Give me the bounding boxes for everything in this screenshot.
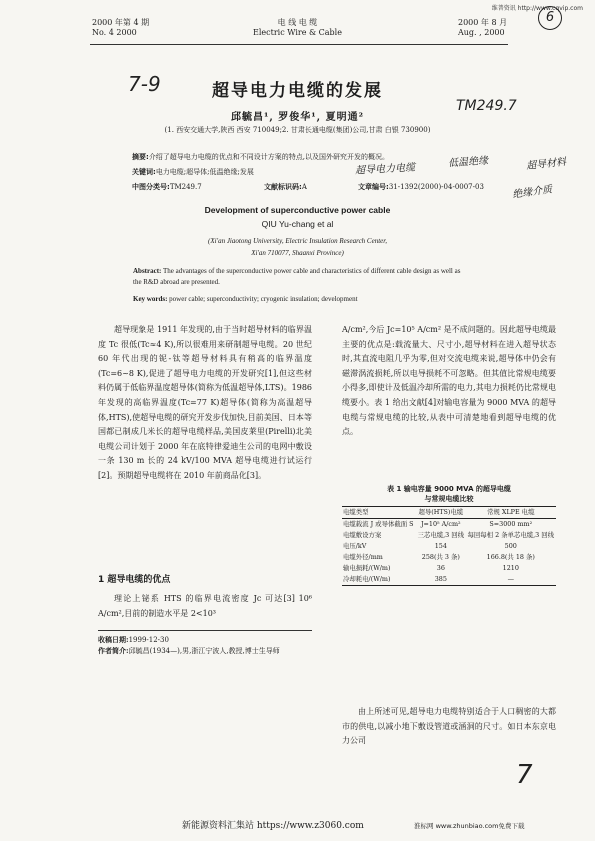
received-value: 1999-12-30: [128, 636, 169, 644]
table-cell: —: [507, 575, 514, 583]
doc-code-value: A: [301, 183, 307, 191]
english-title: Development of superconductive power cable: [204, 205, 391, 215]
table-cell: J=10⁵ A/cm²: [421, 520, 461, 528]
table-cell: 电压/kV: [343, 542, 367, 550]
section-1-paragraph: 理论上铋系 HTS 的临界电流密度 Jc 可达[3] 10⁶ A/cm²,目前的制造水平是 2<10³: [98, 594, 312, 618]
english-keywords: [133, 294, 463, 305]
header-rule: [90, 44, 508, 45]
application-paragraph: 由上所述可见,超导电力电缆特别适合于人口稠密的大都市的供电,以减小地下敷设管道或涵洞的尺寸。如日本东京电力公司: [342, 707, 556, 746]
source-watermark: 维普资讯 http://www.cqvip.com: [491, 5, 583, 12]
handwritten-note-insulation: 低温绝缘: [447, 155, 489, 170]
english-keywords-label: Key words:: [133, 295, 168, 303]
received-label: 收稿日期:: [98, 635, 129, 644]
table-cell: 每回每相 2 条单芯电缆,3 回线: [467, 531, 555, 539]
table-row: [342, 552, 556, 563]
article-title: 超导电力电缆的发展: [212, 81, 383, 101]
table-row: [342, 541, 556, 552]
doc-code: [264, 183, 307, 192]
clc-label: 中图分类号:: [132, 183, 170, 191]
table-header-row: [342, 507, 556, 519]
header-date-cn: 2000 年 8 月: [458, 18, 508, 27]
author-bio-label: 作者简介:: [98, 646, 129, 655]
handwritten-code-left: 7-9: [128, 72, 161, 96]
table-header-cell: 常规 XLPE 电缆: [487, 508, 535, 516]
handwritten-note-material: 超导材料: [525, 156, 567, 173]
article-number-label: 文章编号:: [358, 183, 389, 191]
advantages-paragraph: A/cm²,今后 Jc=10⁵ A/cm² 是不成问题的。因此超导电缆最主要的优点是:载流量大、尺寸小,超导材料在进入超导状态时,其直流电阻几乎为零,但对交流电缆来说,超导体中仍会有磁滞涡流损耗,所以电导损耗不可忽略。但其值比常规电缆要小得多,即使计及低温冷却所需的电力,其电力损耗仍比常规电缆要小。表 1 给出文献[4]对输电容量为 9000 MVA 的超导电缆与常规电缆的比较,从表中可清楚地看到超导电缆的优点。: [342, 325, 556, 437]
comparison-table: [342, 506, 556, 586]
handwritten-code-right: TM249.7: [456, 98, 517, 114]
keywords-cn-text: 电力电缆;超导体;低温绝缘;发展: [155, 168, 254, 176]
table-cell: 输电损耗/(W/m): [343, 564, 391, 572]
author-bio: [98, 645, 312, 657]
body-intro-paragraph: 超导现象是 1911 年发现的,由于当时超导材料的临界温度 Tc 很低(Tc≈4 K),所以很难用来研制超导电缆。20 世纪 60 年代出现的铌-钛等超导材料具有稍高的临界温度(Tc=6~8 K),促进了超导电力电缆的开发研究[1],但这些材料仍属于低临界温度超导体(简称为低温超导体,LTS)。1986 年发现的高临界温度(Tc=77 K)超导体(简称为高温超导体,HTS),使超导电缆的研究开发步伐加快,目前美国、日本等国都已制成几米长的超导电缆样品,美国皮莱里(Pirelli)北美电缆公司计划于 2000 年在底特律爱迪生公司的电网中敷设一条 130 m 长的 24 kV/100 MVA 超导电缆进行试运行[2]。预期超导电缆将在 2010 年前商品化[3]。: [98, 325, 312, 480]
clc-number: [132, 183, 202, 192]
doc-code-label: 文献标识码:: [264, 183, 302, 191]
table-cell: 1210: [502, 564, 519, 572]
table-cell: 385: [434, 575, 447, 583]
header-journal-en: Electric Wire & Cable: [253, 28, 342, 37]
english-abstract-label: Abstract:: [133, 267, 162, 275]
article-authors: 邱毓昌¹, 罗俊华¹, 夏明通²: [230, 112, 365, 123]
table-cell: 电缆外径/mm: [343, 553, 383, 561]
table-1-caption: [342, 484, 556, 504]
table-header-cell: 超导(HTS)电缆: [418, 508, 464, 516]
table-cell: 258(共 3 条): [421, 553, 460, 561]
header-date-en: Aug. , 2000: [458, 28, 505, 37]
english-affiliation-line2: Xi'an 710077, Shaanxi Province): [251, 249, 344, 257]
english-affiliation: [0, 235, 595, 259]
handwritten-page-number: 7: [516, 760, 533, 790]
abstract-cn: [132, 153, 462, 162]
table-1-caption-line1: 表 1 输电容量 9000 MVA 的超导电缆: [387, 485, 511, 493]
table-row: [342, 530, 556, 541]
abstract-cn-text: 介绍了超导电力电缆的优点和不同设计方案的特点,以及国外研究开发的概况。: [148, 153, 390, 161]
table-row: [342, 574, 556, 586]
header-issue-cn: 2000 年第 4 期: [92, 18, 150, 27]
header-journal-cn: 电 线 电 缆: [277, 18, 318, 27]
handwritten-note-dielectric: 绝缘介质: [511, 184, 553, 201]
table-cell: 166.8(共 18 条): [486, 553, 535, 561]
circled-page-mark: 6: [538, 6, 562, 30]
table-cell: 三芯电缆,3 回线: [417, 531, 465, 539]
english-abstract-text: The advantages of the superconductive power cable and characteristics of different cable design as well as the R&D abroad are presented.: [133, 267, 461, 286]
footer-download: 淮标网 www.zhunbiao.com免费下载: [414, 822, 525, 830]
section-1-heading: 1 超导电缆的优点: [98, 575, 171, 585]
footer-site: 新能源资料汇集站 https://www.z3060.com: [182, 821, 364, 831]
table-cell: 500: [504, 542, 517, 550]
abstract-cn-label: 摘要:: [132, 153, 149, 161]
english-abstract: [133, 266, 463, 288]
table-cell: 冷却耗电/(W/m): [343, 575, 391, 583]
header-issue-en: No. 4 2000: [92, 28, 137, 37]
keywords-cn: [132, 168, 254, 177]
article-affiliation: (1. 西安交通大学,陕西 西安 710049;2. 甘肃长通电缆(集团)公司,甘肃 白银 730900): [164, 126, 431, 134]
table-1-caption-line2: 与常规电缆比较: [424, 495, 474, 503]
handwritten-note-cable: 超导电力电缆: [354, 162, 416, 177]
table-row: [342, 563, 556, 574]
article-number: [358, 183, 484, 192]
table-cell: S=3000 mm²: [489, 520, 533, 528]
author-bio-text: 邱毓昌(1934—),男,浙江宁波人,教授,博士生导师: [128, 647, 280, 655]
table-row: [342, 519, 556, 531]
english-affiliation-line1: (Xi'an Jiaotong University, Electric Insulation Research Center,: [208, 237, 387, 245]
table-cell: 154: [434, 542, 447, 550]
keywords-cn-label: 关键词:: [132, 168, 156, 176]
english-keywords-text: power cable; superconductivity; cryogenic insulation; development: [167, 295, 358, 303]
table-header-cell: 电缆类型: [343, 508, 369, 516]
english-author: QIU Yu-chang et al: [261, 219, 334, 229]
article-number-value: 31-1392(2000)-04-0007-03: [388, 183, 484, 191]
footnote-rule: [98, 630, 312, 631]
table-cell: 电缆载流 J 或导体截面 S: [343, 520, 414, 528]
table-cell: 电缆敷设方案: [343, 531, 382, 539]
table-cell: 36: [436, 564, 445, 572]
clc-value: TM249.7: [169, 183, 202, 191]
header-date: [458, 18, 507, 38]
